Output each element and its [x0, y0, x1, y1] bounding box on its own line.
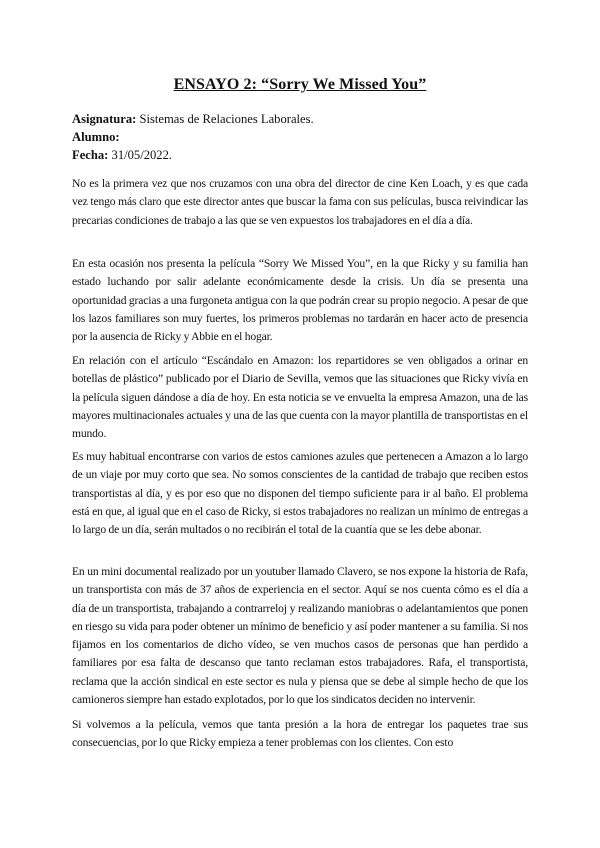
paragraph: En un mini documental realizado por un youtuber llamado Clavero, se nos expone la historia de Rafa, un transportista con más de 37 años de experiencia en el sector. Aquí se nos cuenta cómo es el día a día de un transportista, trabajando a contrarreloj y realizando maniobras o adelantamientos que ponen en riesgo su vida para poder obtener un mínimo de beneficio y así poder mantener a su familia. Si nos fijamos en los comentarios de dicho vídeo, se ven muchos casos de personas que han perdido a familiares por esa falta de descanso que tanto reclaman estos trabajadores. Rafa, el transportista, reclama que la acción sindical en este sector es nula y piensa que se debe al simple hecho de que los camioneros siempre han estado explotados, por lo que los sindicatos deciden no intervenir. — [72, 565, 528, 707]
paragraph: En esta ocasión nos presenta la película “Sorry We Missed You”, en la que Ricky y su familia han estado luchando por salir adelante económicamente desde la crisis. Un día se presenta una oportunidad gracias a una furgoneta antigua con la que podrán crear su propio negocio. A pesar de que los lazos familiares son muy fuertes, los primeros problemas no tardarán en hacer acto de presencia por la ausencia de Ricky y Abbie en el hogar. — [72, 257, 528, 344]
date-value: 31/05/2022. — [108, 148, 173, 162]
paragraph: Si volvemos a la película, vemos que tanta presión a la hora de entregar los paquetes trae sus consecuencias, por lo que Ricky empieza a tener problemas con los clientes. Con esto — [72, 718, 528, 750]
paragraph: En relación con el artículo “Escándalo en Amazon: los repartidores se ven obligados a orinar en botellas de plástico” publicado por el Diario de Sevilla, vemos que las situaciones que Ricky vivía en la película siguen dándose a día de hoy. En esta noticia se ve envuelta la empresa Amazon, una de las mayores multinacionales actuales y una de las que cuenta con la mayor plantilla de transportistas en el mundo. — [72, 354, 528, 441]
paragraph: No es la primera vez que nos cruzamos con una obra del director de cine Ken Loach, y es que cada vez tengo más claro que este director antes que buscar la fama con sus películas, busca reivindicar las precarias condiciones de trabajo a las que se ven expuestos los trabajadores en el día a día. — [72, 177, 528, 227]
date-line — [72, 146, 528, 164]
subject-value: Sistemas de Relaciones Laborales. — [136, 112, 314, 126]
subject-line — [72, 110, 528, 128]
student-label: Alumno: — [72, 130, 120, 144]
essay-title: ENSAYO 2: “Sorry We Missed You” — [173, 76, 427, 93]
date-label: Fecha: — [72, 148, 109, 162]
subject-label: Asignatura: — [72, 112, 137, 126]
paragraph: Es muy habitual encontrarse con varios de estos camiones azules que pertenecen a Amazon a lo largo de un viaje por muy corto que sea. No somos conscientes de la cantidad de trabajo que reciben estos transportistas al día, y es por eso que no disponen del tiempo suficiente para ir al baño. El problema está en que, al igual que en el caso de Ricky, si estos trabajadores no realizan un mínimo de entregas a lo largo de un día, serán multados o no recibirán el total de la cuantía que se les debe abonar. — [72, 450, 528, 537]
student-line — [72, 128, 528, 146]
